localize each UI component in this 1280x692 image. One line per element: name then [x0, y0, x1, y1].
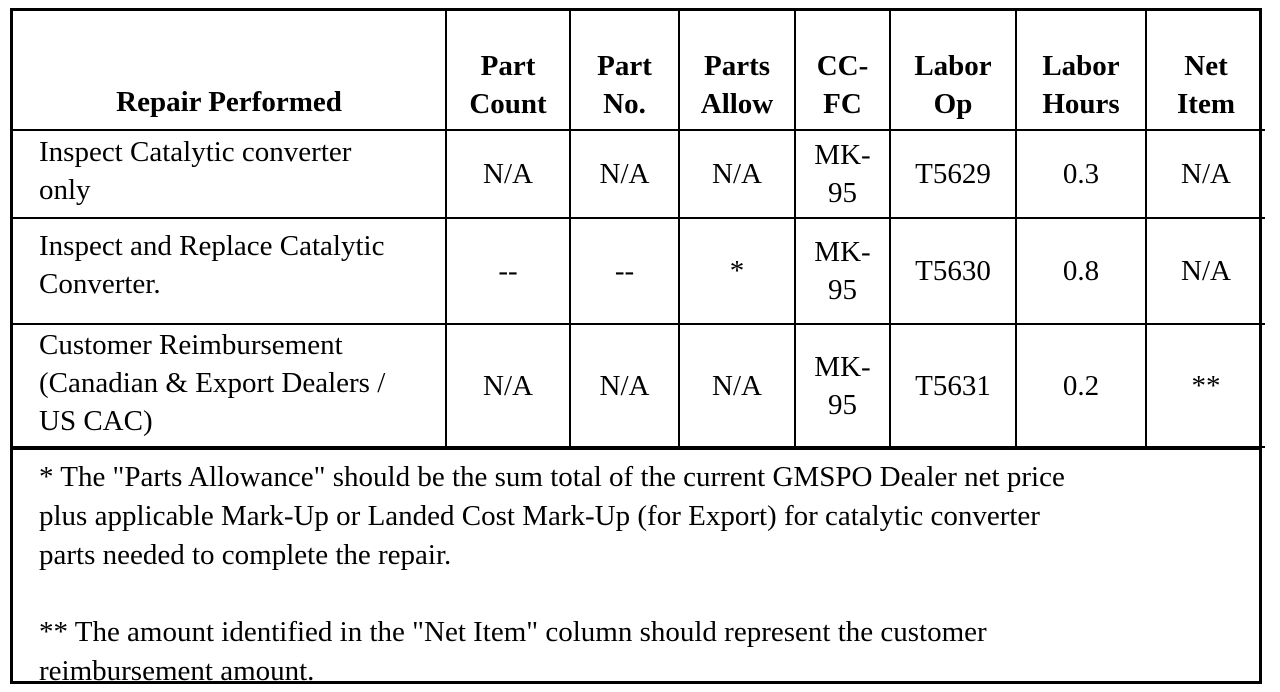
header-labor-op: Labor Op	[890, 11, 1016, 130]
footnotes	[13, 448, 1259, 691]
table-row	[13, 130, 1265, 218]
header-labor-hours: Labor Hours	[1016, 11, 1146, 130]
part-no-cell: --	[570, 218, 679, 324]
parts-allow-cell: N/A	[679, 130, 795, 218]
part-count-cell: N/A	[446, 130, 570, 218]
repair-table-document	[10, 8, 1262, 687]
cc-fc-cell: MK- 95	[795, 324, 890, 447]
header-net-item: Net Item	[1146, 11, 1265, 130]
header-parts-allow: Parts Allow	[679, 11, 795, 130]
parts-allow-cell: N/A	[679, 324, 795, 447]
cc-fc-cell: MK- 95	[795, 130, 890, 218]
repair-performed-cell: Inspect and Replace Catalytic Converter.	[13, 218, 446, 324]
header-part-no: Part No.	[570, 11, 679, 130]
header-repair-performed: Repair Performed	[13, 11, 446, 130]
table-row	[13, 324, 1265, 447]
part-count-cell: N/A	[446, 324, 570, 447]
part-count-cell: --	[446, 218, 570, 324]
repair-performed-cell: Customer Reimbursement (Canadian & Export Dealers / US CAC)	[13, 324, 446, 447]
part-no-cell: N/A	[570, 324, 679, 447]
labor-hours-cell: 0.8	[1016, 218, 1146, 324]
header-part-count: Part Count	[446, 11, 570, 130]
parts-allow-cell: *	[679, 218, 795, 324]
header-row	[13, 11, 1265, 130]
footnote-parts-allowance: * The "Parts Allowance" should be the sum total of the current GMSPO Dealer net price plus applicable Mark-Up or Landed Cost Mark-Up (for Export) for catalytic converter parts needed to complete the repair.	[39, 461, 1065, 571]
part-no-cell: N/A	[570, 130, 679, 218]
labor-hours-cell: 0.3	[1016, 130, 1146, 218]
labor-op-cell: T5630	[890, 218, 1016, 324]
table-row	[13, 218, 1265, 324]
labor-op-cell: T5631	[890, 324, 1016, 447]
net-item-cell: **	[1146, 324, 1265, 447]
cc-fc-cell: MK- 95	[795, 218, 890, 324]
repair-table	[13, 11, 1265, 448]
net-item-cell: N/A	[1146, 218, 1265, 324]
footnote-net-item: ** The amount identified in the "Net Item" column should represent the customer reimbursement amount.	[39, 616, 987, 687]
labor-op-cell: T5629	[890, 130, 1016, 218]
labor-hours-cell: 0.2	[1016, 324, 1146, 447]
net-item-cell: N/A	[1146, 130, 1265, 218]
header-cc-fc: CC- FC	[795, 11, 890, 130]
repair-performed-cell: Inspect Catalytic converter only	[13, 130, 446, 218]
